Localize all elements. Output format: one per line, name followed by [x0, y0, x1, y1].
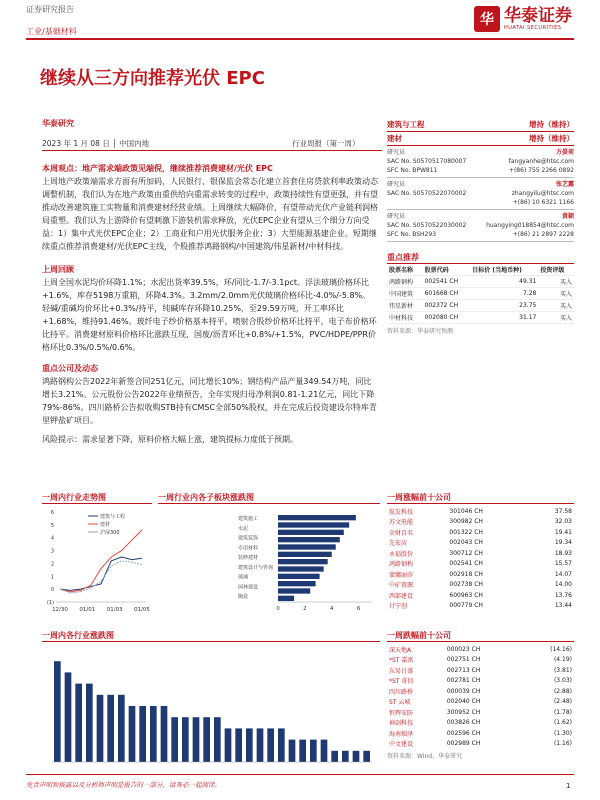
- table-cell: 13.44: [554, 602, 572, 610]
- bar: [139, 706, 146, 762]
- footer-divider: [26, 774, 574, 775]
- table-cell: 鸿路钢构: [389, 561, 414, 569]
- section-view-body: 上周地产政策端需求方面有所加码，人民银行、银保监会常态化建立首套住房贷款利率政策动态调整机制，我们认为在地产政策由重供给向重需求转变的过程中，政策持续性有望更强，并有望推动改善建筑施工实物量和消费建材经营业绩。上周继续大幅降价，有望带动光伏产业链利润格局重塑。我们认为上游降价有望刺激下游装机需求释放，光伏EPC企业有望从三个细分方向受益：1）集中式光伏EPC企业；2）工商业和户用光伏服务企业；3）大型能源基建企业。短期继续重点推荐消费建材/光伏EPC主线，个股推荐鸿路钢构/中国建筑/伟星新材/中材科技。: [42, 177, 378, 251]
- table-row: [387, 276, 574, 288]
- table-cell: 300982 CH: [449, 518, 483, 526]
- panel-divider: [387, 503, 574, 504]
- subsector-bar-chart: [158, 504, 380, 624]
- bar: [278, 581, 316, 586]
- series-line: [60, 561, 142, 593]
- analyst-sac: SAC No. S0570517080007: [387, 158, 467, 165]
- category-label: 陶瓷: [238, 594, 249, 601]
- rating-sector: 建筑与工程: [387, 120, 425, 129]
- x-tick-label: 12/30: [52, 607, 68, 613]
- y-tick-label: 0: [50, 587, 54, 594]
- org-name: 华泰研究: [42, 119, 74, 128]
- table-cell: 000023 CH: [446, 645, 481, 653]
- page-number: 1: [566, 782, 571, 790]
- analyst-role: 研究员: [387, 181, 406, 188]
- losers-panel: [387, 630, 574, 760]
- table-header-row: [387, 264, 574, 276]
- bar: [267, 728, 274, 762]
- y-tick-label: 5: [50, 522, 54, 529]
- table-row: [387, 590, 574, 601]
- table-cell: 002541 CH: [424, 278, 459, 285]
- table-cell: 7.28: [523, 290, 537, 297]
- rating-sector: 建材: [387, 134, 402, 143]
- losers-title: 一周跌幅前十公司: [387, 631, 451, 640]
- key-picks-table: [387, 264, 574, 324]
- rating-box: [387, 118, 574, 335]
- table-row: [387, 517, 574, 528]
- legend-label: 建筑与工程: [100, 514, 126, 520]
- table-cell: 蒙娜丽莎: [389, 571, 414, 579]
- rating-value: 增持（维持）: [529, 120, 574, 129]
- y-tick-label: 6: [50, 510, 54, 516]
- table-row: [387, 569, 574, 580]
- table-cell: 300712 CH: [449, 549, 483, 557]
- table-cell: 中国建筑: [389, 291, 414, 298]
- table-cell: (1.78): [553, 708, 572, 716]
- x-tick-label: 01/01: [79, 607, 96, 613]
- table-row: [387, 538, 574, 549]
- table-cell: (2.88): [553, 687, 572, 695]
- main-body: [42, 162, 378, 446]
- sector-panel: [42, 630, 380, 781]
- bar: [278, 566, 324, 571]
- bar: [214, 717, 221, 762]
- analyst-name: 方晏荷: [555, 149, 574, 156]
- report-title: 继续从三方向推荐光伏 EPC: [40, 68, 265, 89]
- bar: [278, 596, 294, 601]
- table-cell: 海南瑞泽: [389, 730, 414, 738]
- y-tick-label: 4: [50, 535, 54, 542]
- table-cell: 002751 CH: [446, 656, 481, 664]
- category-label: 水泥: [238, 525, 249, 532]
- table-cell: 002040 CH: [446, 698, 481, 706]
- analyst-email[interactable]: fangyanhe@htsc.com: [508, 158, 574, 165]
- table-cell: 002918 CH: [449, 570, 483, 578]
- rating-row: [387, 118, 574, 132]
- table-row: [387, 288, 574, 300]
- section-review-heading: 上周回顾: [42, 265, 74, 274]
- table-cell: 苏文电能: [389, 519, 414, 527]
- bar: [310, 740, 317, 762]
- x-tick-label: 01/05: [134, 607, 150, 613]
- bar: [182, 717, 189, 762]
- table-row: [387, 697, 574, 708]
- bar: [171, 717, 178, 762]
- table-cell: 002713 CH: [446, 666, 481, 674]
- rating-value: 增持（维持）: [529, 134, 574, 143]
- brand: [474, 6, 572, 32]
- key-picks-title: 重点推荐: [387, 253, 419, 262]
- bar: [129, 706, 136, 762]
- x-tick-label: 4: [329, 606, 334, 612]
- losers-source: 资料来源：Wind，华泰研究: [387, 753, 463, 760]
- bar: [278, 522, 349, 527]
- table-cell: 31.17: [519, 314, 537, 321]
- bar: [246, 728, 253, 762]
- y-tick-label: 2: [50, 561, 54, 568]
- analyst-role: 研究员: [387, 213, 406, 220]
- table-cell: (3.81): [553, 666, 572, 674]
- table-cell: 000039 CH: [446, 687, 481, 695]
- analyst-sfc: SFC No. BSH293: [387, 231, 437, 238]
- table-cell: (1.30): [553, 729, 572, 737]
- header-divider: [26, 38, 574, 40]
- sector-bar-chart: [42, 642, 380, 777]
- table-row: [387, 686, 574, 697]
- y-tick-label: (1): [46, 600, 54, 606]
- table-header: 投资评级: [540, 267, 565, 274]
- bar: [342, 751, 349, 762]
- table-cell: (2.48): [553, 698, 572, 706]
- table-row: [387, 718, 574, 729]
- trend-line-chart: [42, 504, 152, 624]
- table-row: [387, 601, 574, 612]
- table-cell: 中矿资源: [389, 582, 414, 590]
- bar: [278, 588, 310, 593]
- table-cell: 14.00: [554, 581, 572, 589]
- series-line: [60, 530, 142, 592]
- bar: [278, 574, 320, 579]
- bar: [75, 684, 82, 762]
- bar: [235, 728, 242, 762]
- bar: [321, 740, 328, 762]
- bar: [278, 530, 344, 535]
- bar: [225, 728, 232, 762]
- table-cell: 300952 CH: [446, 708, 481, 716]
- gainers-table: [387, 506, 574, 611]
- brand-name-cn: 华泰证券: [504, 6, 572, 26]
- bar: [299, 740, 306, 762]
- table-row: [387, 506, 574, 517]
- y-tick-label: 3: [50, 548, 54, 555]
- table-row: [387, 739, 574, 750]
- bar: [278, 559, 328, 564]
- table-cell: 买入: [559, 279, 572, 286]
- table-cell: 002781 CH: [446, 677, 481, 685]
- table-cell: (3.03): [553, 677, 572, 685]
- table-cell: 恒辉安防: [389, 709, 414, 717]
- gainers-panel: [387, 492, 574, 611]
- table-cell: 航发科技: [389, 508, 414, 516]
- table-cell: (4.19): [553, 656, 572, 664]
- bar: [363, 751, 370, 762]
- bar: [289, 740, 296, 762]
- table-cell: 003826 CH: [446, 719, 481, 727]
- trend-chart-title: 一周内行业走势图: [42, 493, 106, 502]
- legend-label: 沪深300: [100, 530, 120, 536]
- table-cell: 19.41: [554, 528, 572, 536]
- bar: [353, 751, 360, 762]
- table-cell: 002372 CH: [424, 302, 459, 309]
- table-cell: 600963 CH: [449, 591, 483, 599]
- table-row: [387, 312, 574, 324]
- bar: [65, 672, 72, 762]
- bar: [278, 515, 356, 520]
- table-row: [387, 728, 574, 739]
- bar: [278, 537, 340, 542]
- bar: [86, 684, 93, 762]
- table-cell: 14.07: [554, 570, 572, 578]
- sector-chart-title: 一周内各行业涨跌图: [42, 631, 114, 640]
- table-cell: 13.76: [554, 591, 572, 599]
- key-picks-source: 资料来源：华泰研究预测: [387, 328, 454, 335]
- table-cell: 先宏店: [389, 540, 408, 548]
- analyst-sfc: SFC No. BPW811: [387, 167, 438, 174]
- table-cell: 神剑科技: [389, 720, 414, 728]
- report-category: 证券研究报告: [26, 5, 74, 14]
- y-tick-label: 1: [50, 574, 54, 581]
- table-row: [387, 548, 574, 559]
- category-label: 建筑施工: [238, 516, 259, 522]
- table-cell: 002596 CH: [446, 729, 481, 737]
- bar: [203, 717, 210, 762]
- category-label: 园林建设: [238, 584, 259, 591]
- bar: [193, 717, 200, 762]
- analyst-phone: +(86) 21 2897 2228: [512, 231, 574, 238]
- table-cell: 32.03: [554, 518, 572, 526]
- table-cell: 002080 CH: [424, 314, 459, 321]
- analyst-card: [387, 178, 574, 210]
- table-cell: 永福股份: [389, 550, 414, 558]
- analyst-phone: +(86) 755 2266 0892: [508, 167, 574, 174]
- table-cell: 买入: [559, 291, 572, 298]
- analyst-email[interactable]: zhangyilu@htsc.com: [511, 190, 574, 197]
- table-cell: (14.16): [550, 645, 572, 653]
- table-cell: 001322 CH: [449, 528, 483, 536]
- table-cell: 中文建设: [389, 741, 414, 749]
- bar: [97, 695, 104, 762]
- subsector-chart-title: 一周行业内各子板块涨跌图: [158, 493, 254, 502]
- legend-label: 建材: [100, 522, 111, 528]
- table-row: [387, 707, 574, 718]
- risk-warning: 风险提示：需求显著下降，原料价格大幅上涨，建筑提标力度低于预期。: [42, 435, 298, 444]
- bar: [107, 695, 114, 762]
- category-label: 建筑装饰: [238, 535, 259, 542]
- bar: [118, 695, 125, 762]
- huatai-logo-icon: 华: [474, 6, 500, 32]
- table-cell: 000779 CH: [449, 602, 483, 610]
- bar: [150, 706, 157, 762]
- table-cell: 买入: [559, 315, 572, 322]
- bar: [54, 661, 61, 762]
- table-cell: ST 云城: [389, 699, 411, 707]
- table-row: [387, 300, 574, 312]
- panel-divider: [387, 641, 574, 642]
- table-cell: 002738 CH: [449, 581, 483, 589]
- table-cell: 买入: [559, 303, 572, 310]
- table-row: [387, 559, 574, 570]
- analyst-email[interactable]: huangying018854@htsc.com: [486, 222, 574, 229]
- table-cell: (1.62): [553, 719, 572, 727]
- bar: [278, 544, 336, 549]
- x-tick-label: 6: [356, 606, 361, 612]
- table-row: [387, 665, 574, 676]
- x-tick-label: 01/03: [106, 607, 123, 613]
- losers-table: [387, 644, 574, 749]
- analyst-name: 张艺露: [555, 181, 574, 188]
- table-cell: 37.58: [554, 507, 572, 515]
- bar: [278, 728, 285, 762]
- category-label: 专用材料: [238, 545, 259, 552]
- x-tick-label: 2: [303, 606, 307, 612]
- table-cell: 301046 CH: [449, 507, 483, 515]
- table-row: [387, 676, 574, 687]
- table-cell: 甘宁创: [389, 603, 408, 611]
- table-row: [387, 527, 574, 538]
- analyst-card: [387, 146, 574, 178]
- table-header: 目标价 (当地币种): [472, 267, 522, 274]
- brand-name-en: HUATAI SECURITIES: [504, 25, 562, 31]
- table-header: 股票代码: [424, 267, 449, 274]
- table-header: 股票名称: [389, 267, 414, 274]
- table-row: [387, 644, 574, 655]
- table-cell: 002541 CH: [449, 560, 483, 568]
- analyst-name: 黄颖: [561, 213, 574, 220]
- table-cell: 18.93: [554, 549, 572, 557]
- bar: [278, 552, 332, 557]
- analyst-sac: SAC No. S0570522070002: [387, 190, 467, 197]
- gainers-title: 一周涨幅前十公司: [387, 493, 451, 502]
- table-cell: 伟星新材: [389, 303, 414, 310]
- table-cell: 23.75: [519, 302, 537, 309]
- sector-tag: 工业/基础材料: [26, 27, 77, 36]
- table-cell: 西部建设: [389, 592, 414, 600]
- bar: [257, 728, 264, 762]
- table-cell: 四川路桥: [389, 688, 414, 696]
- table-cell: *ST 奇信: [389, 678, 414, 686]
- table-cell: 深天地A: [389, 646, 412, 654]
- rating-row: [387, 132, 574, 146]
- analyst-card: [387, 210, 574, 242]
- table-cell: 东易日盛: [389, 667, 414, 675]
- disclaimer: 免责声明和披露以及分析师声明是报告的一部分，请务必一起阅读。: [26, 781, 221, 789]
- table-cell: 15.57: [554, 560, 572, 568]
- table-cell: *ST 嘉寓: [389, 657, 414, 665]
- x-tick-label: 0: [276, 606, 280, 612]
- table-row: [387, 655, 574, 666]
- report-type: 行业周报（第一周）: [292, 139, 360, 148]
- table-cell: 中材科技: [389, 315, 414, 322]
- analyst-role: 研究员: [387, 149, 406, 156]
- section-company-body: 鸿路钢构公告2022年新签合同251亿元，同比增长10%；钢结构产品产量349.54万吨，同比增长3.21%。公元股份公告2022年业绩预告，全年实现归母净利润0.81-1.21亿元，同比下降79%-86%。四川路桥公告拟收购STB持有CMSC全部50%股权，并在完成后投资建设尔特库青里钾盐矿项目。: [42, 377, 377, 425]
- bar: [331, 751, 338, 762]
- table-cell: 19.34: [554, 539, 572, 547]
- analyst-sac: SAC No. S0570522030002: [387, 222, 467, 229]
- table-cell: 002043 CH: [449, 539, 483, 547]
- date-divider: [42, 150, 382, 151]
- subsector-panel: [158, 492, 380, 628]
- table-cell: 601668 CH: [424, 290, 459, 297]
- table-cell: 49.31: [519, 278, 537, 285]
- bar: [161, 706, 168, 762]
- category-label: 装修建材: [238, 555, 259, 562]
- table-row: [387, 580, 574, 591]
- analyst-phone: +(86) 10 6321 1166: [512, 199, 574, 206]
- category-label: 建筑设计与咨询: [238, 564, 274, 571]
- table-cell: 002989 CH: [446, 740, 481, 748]
- trend-panel: [42, 492, 152, 628]
- section-view-heading: 本周观点：地产需求端政策见端倪，继续推荐消费建材/光伏 EPC: [42, 164, 273, 173]
- section-company-heading: 重点公司及动态: [42, 364, 98, 373]
- table-cell: 鸿路钢构: [389, 279, 414, 286]
- section-review-body: 上周全国水泥均价环降1.1%；水泥出货率39.5%，环/同比-1.7/-3.1pct。浮法玻璃价格环比+1.6%，库存5198万重箱，环降4.3%。3.2mm/2.0mm光伏玻璃价格环比-4.0%/-5.8%。轻碱/重碱均价环比+0.3%/持平，纯碱库存环降10.25%，至29.59万吨，开工率环比+1.68%，维持91.46%。玻纤电子纱价格基本持平，喷射合股纱价格环比持平，电子布价格环比持平。消费建材原料价格环比涨跌互现，国废/沥青环比+0.8%/+1.5%，PVC/HDPE/PPR价格环比0.3%/0.5%/0.6%。: [42, 278, 377, 352]
- table-cell: (1.16): [553, 740, 572, 748]
- category-label: 玻璃: [238, 574, 249, 581]
- table-cell: 金财百名: [389, 529, 414, 537]
- date-info: 2023 年 1 月 08 日 │ 中国内地: [42, 139, 150, 148]
